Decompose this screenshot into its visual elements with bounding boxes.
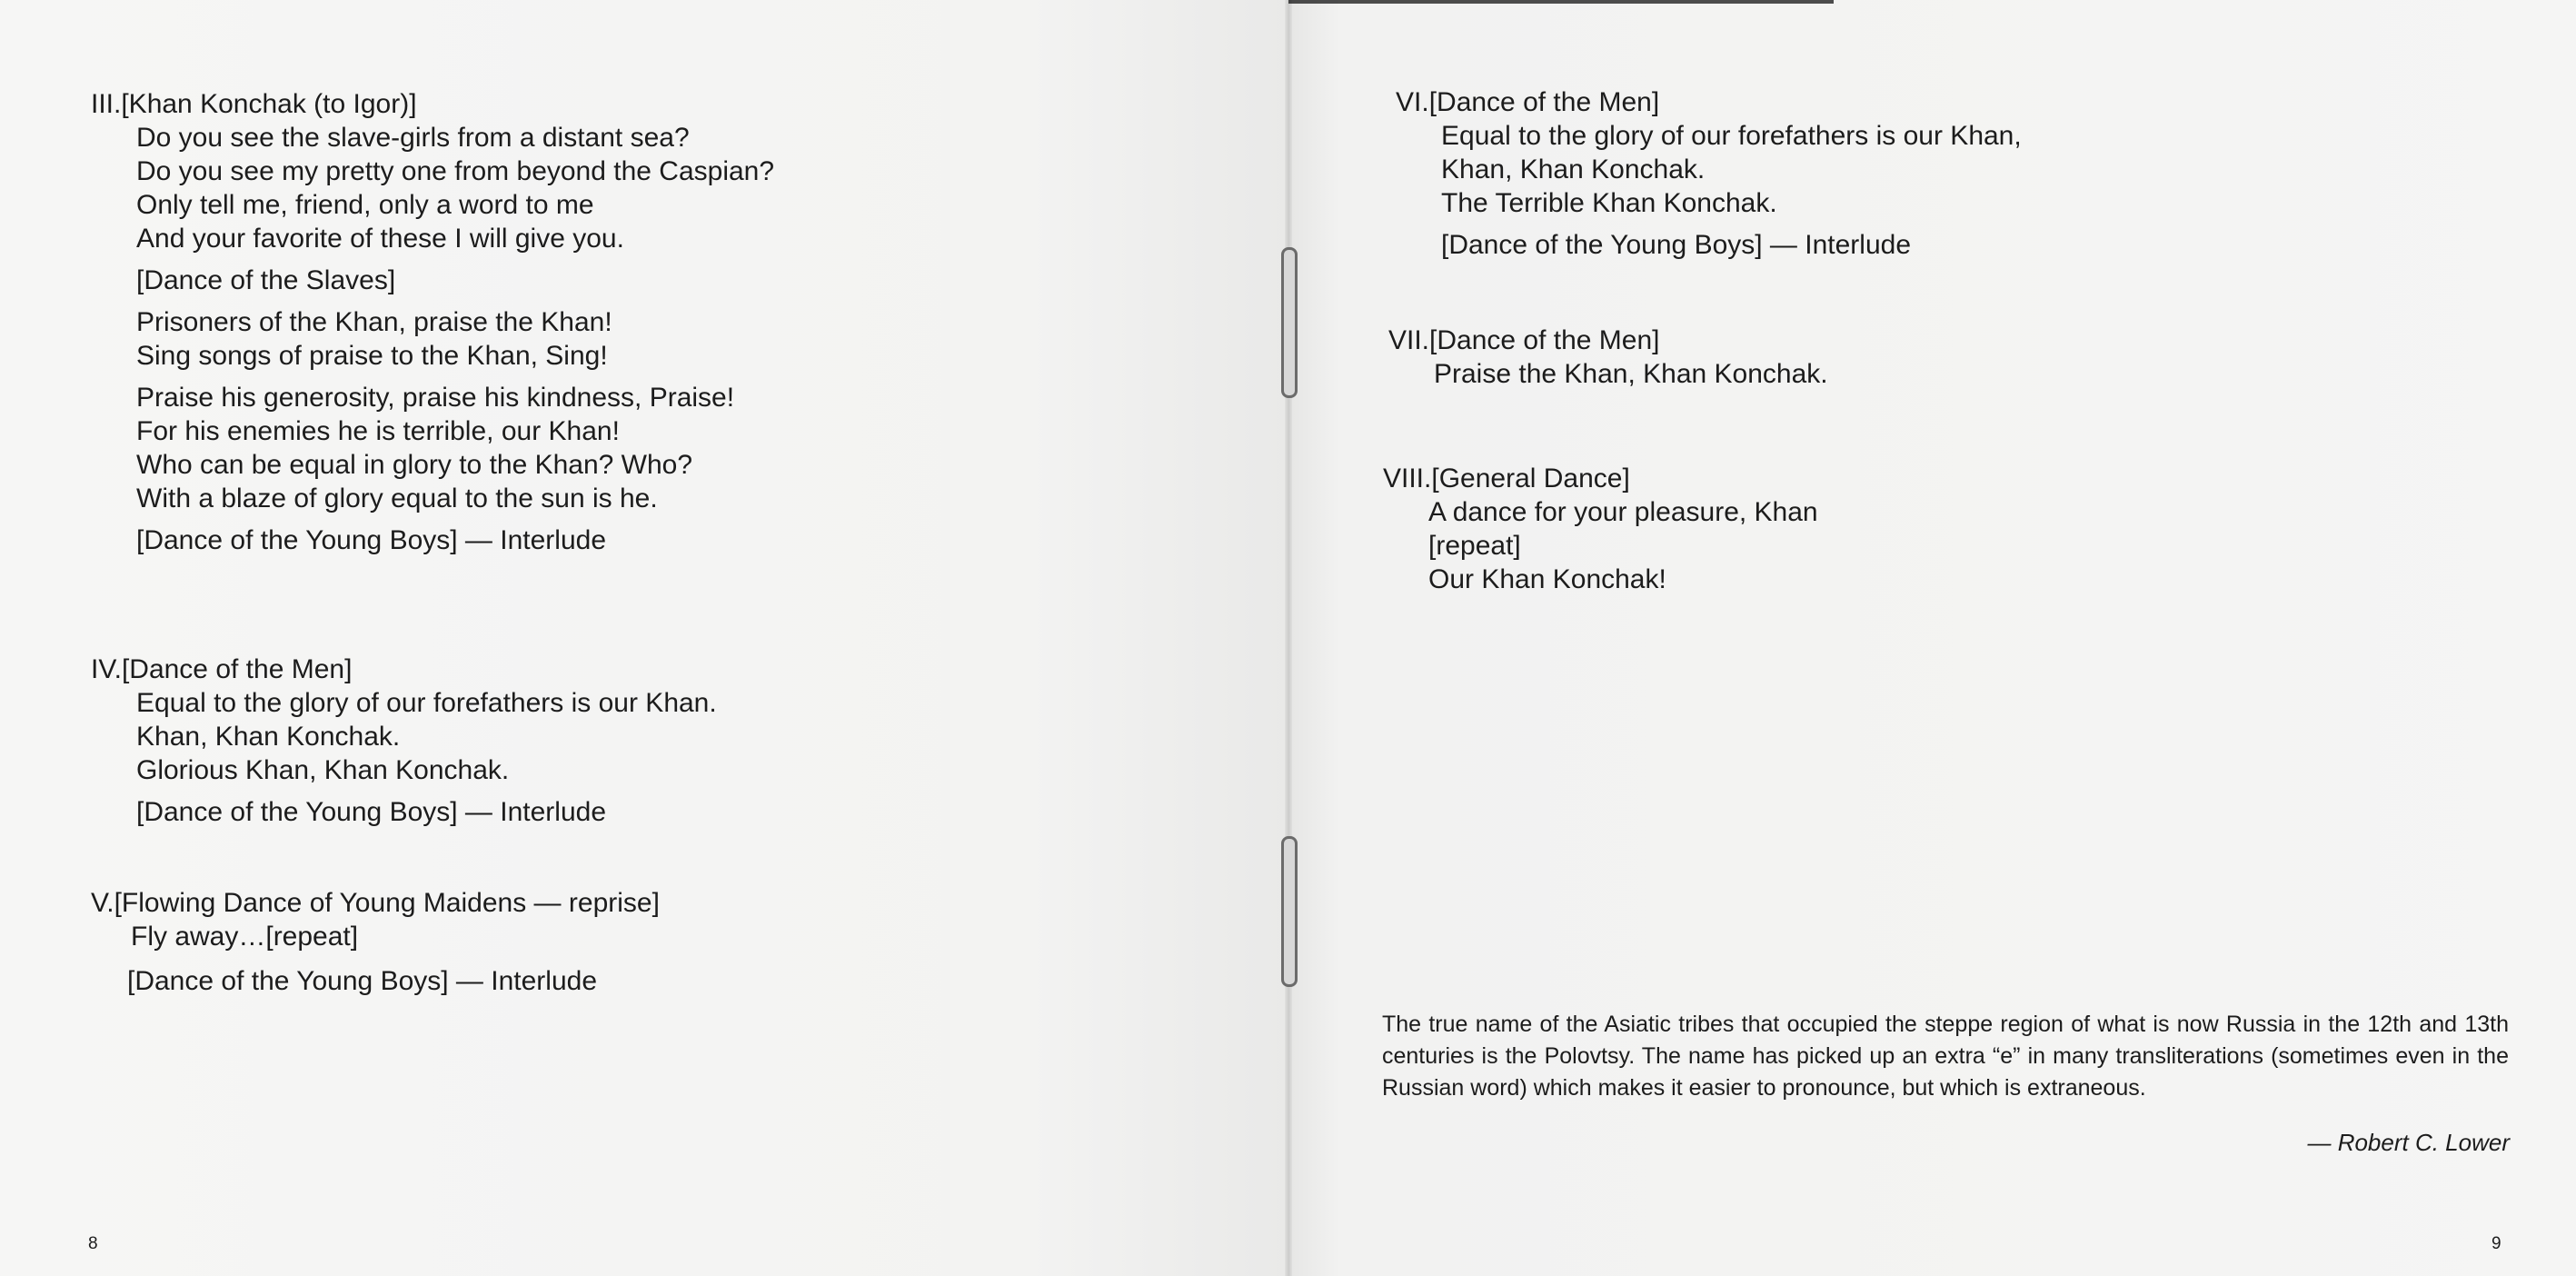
page-number-right: 9: [2491, 1234, 2501, 1253]
stanza-number: VI.: [1396, 87, 1429, 117]
stanza-heading-text: [Flowing Dance of Young Maidens — reprise]: [114, 888, 660, 918]
lyric-line: [repeat]: [1428, 531, 1521, 561]
stanza-heading-text: [Khan Konchak (to Igor)]: [121, 89, 417, 119]
lyric-line: Praise the Khan, Khan Konchak.: [1434, 359, 1828, 389]
lyric-block: [136, 523, 774, 557]
stanza-heading-text: [Dance of the Men]: [1429, 325, 1660, 355]
lyric-block: [136, 381, 774, 515]
stanza-iv: [91, 653, 717, 829]
lyric-line: A dance for your pleasure, Khan: [1428, 497, 1818, 527]
lyric-line: Equal to the glory of our forefathers is our Khan.: [136, 688, 717, 718]
lyric-line: [Dance of the Young Boys] — Interlude: [1441, 230, 1912, 260]
top-edge-shadow: [1288, 0, 1834, 4]
lyric-line: Sing songs of praise to the Khan, Sing!: [136, 341, 608, 371]
stanza-heading-text: [Dance of the Men]: [1428, 87, 1660, 117]
lyric-line: Only tell me, friend, only a word to me: [136, 190, 594, 220]
lyric-line: Fly away…[repeat]: [131, 922, 359, 952]
stanza-lines: [1388, 357, 1828, 391]
lyric-block: [136, 686, 717, 787]
stanza-number: IV.: [91, 654, 122, 684]
lyric-block: [1434, 357, 1828, 391]
lyric-block: [131, 920, 660, 953]
lyric-block: [1428, 495, 1818, 596]
lyric-line: Do you see the slave-girls from a distant sea?: [136, 123, 690, 153]
stanza-lines: [91, 686, 717, 829]
lyric-line: Do you see my pretty one from beyond the Caspian?: [136, 156, 775, 186]
lyric-block: [136, 121, 774, 255]
stanza-heading-text: [General Dance]: [1431, 464, 1630, 493]
lyric-line: And your favorite of these I will give you.: [136, 224, 624, 254]
staple-top: [1281, 247, 1298, 398]
stanza-heading: [91, 886, 660, 920]
lyric-line: Khan, Khan Konchak.: [1441, 155, 1706, 184]
stanza-heading: [1396, 85, 2022, 119]
lyric-line: Khan, Khan Konchak.: [136, 722, 401, 752]
stanza-number: V.: [91, 888, 114, 918]
stanza-vii: [1388, 324, 1828, 391]
stanza-viii: [1383, 462, 1818, 596]
lyric-block: [136, 795, 717, 829]
stanza-v: [91, 886, 660, 998]
stanza-lines: [1396, 119, 2022, 262]
stanza-lines: [1383, 495, 1818, 596]
stanza-heading: [1383, 462, 1818, 495]
footnote-polovtsy: The true name of the Asiatic tribes that occupied the steppe region of what is now Russia in the 12th and 13th centuries is the Polovtsy. The name has picked up an extra “e” in many transliterations (sometimes even in the Russian word) which makes it easier to pronounce, but which is extraneous.: [1382, 1012, 2509, 1101]
lyric-line: Who can be equal in glory to the Khan? Who?: [136, 450, 693, 480]
stanza-number: VIII.: [1383, 464, 1432, 493]
stanza-number: VII.: [1388, 325, 1430, 355]
lyric-block: [136, 264, 774, 297]
stanza-iii: [91, 87, 774, 557]
lyric-line: [Dance of the Slaves]: [136, 265, 396, 295]
lyric-block: [1441, 119, 2022, 220]
staple-bottom: [1281, 836, 1298, 987]
lyric-line: With a blaze of glory equal to the sun is he.: [136, 483, 658, 513]
stanza-lines: [91, 920, 660, 998]
footnote-attribution: — Robert C. Lower: [2307, 1129, 2510, 1156]
lyric-line: Glorious Khan, Khan Konchak.: [136, 755, 510, 785]
lyric-line: Prisoners of the Khan, praise the Khan!: [136, 307, 612, 337]
lyric-line: [Dance of the Young Boys] — Interlude: [127, 966, 598, 996]
lyric-line: The Terrible Khan Konchak.: [1441, 188, 1777, 218]
stanza-heading: [91, 87, 774, 121]
lyric-line: Equal to the glory of our forefathers is our Khan,: [1441, 121, 2022, 151]
lyric-block: [127, 964, 660, 998]
lyric-line: Our Khan Konchak!: [1428, 564, 1666, 594]
lyric-line: [Dance of the Young Boys] — Interlude: [136, 797, 607, 827]
stanza-lines: [91, 121, 774, 557]
lyric-block: [136, 305, 774, 373]
stanza-vi: [1396, 85, 2022, 262]
lyric-line: Praise his generosity, praise his kindness, Praise!: [136, 383, 735, 413]
page-number-left: 8: [88, 1234, 98, 1253]
stanza-heading: [91, 653, 717, 686]
book-spine-fold: [1285, 0, 1292, 1276]
lyric-line: [Dance of the Young Boys] — Interlude: [136, 525, 607, 555]
stanza-number: III.: [91, 89, 122, 119]
lyric-line: For his enemies he is terrible, our Khan!: [136, 416, 620, 446]
stanza-heading: [1388, 324, 1828, 357]
stanza-heading-text: [Dance of the Men]: [121, 654, 353, 684]
lyric-block: [1441, 228, 2022, 262]
